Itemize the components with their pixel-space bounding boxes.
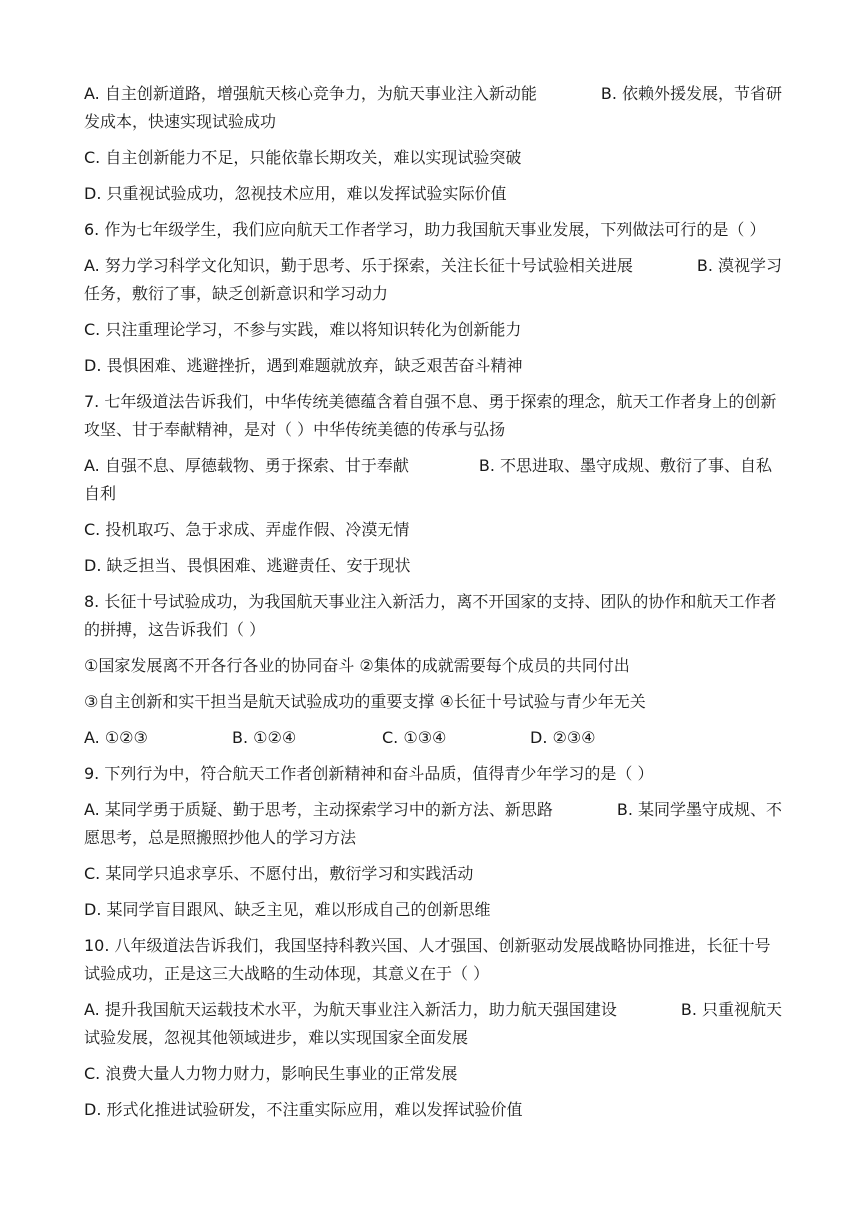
q9-options-ab	[84, 796, 784, 852]
q5-option-c: C. 自主创新能力不足，只能依靠长期攻关，难以实现试验突破	[84, 148, 522, 167]
q10-options-ab	[84, 996, 784, 1052]
q8-statements-1-2: ①国家发展离不开各行各业的协同奋斗 ②集体的成就需要每个成员的共同付出	[84, 656, 630, 675]
q6-option-d: D. 畏惧困难、逃避挫折，遇到难题就放弃，缺乏艰苦奋斗精神	[84, 356, 523, 375]
q5-option-a: A. 自主创新道路，增强航天核心竞争力，为航天事业注入新动能	[84, 84, 537, 103]
q5-options-ab	[84, 80, 784, 136]
q5-option-d: D. 只重视试验成功，忽视技术应用，难以发挥试验实际价值	[84, 184, 507, 203]
q6-options-ab	[84, 252, 784, 308]
q10-option-d: D. 形式化推进试验研发，不注重实际应用，难以发挥试验价值	[84, 1100, 523, 1119]
q10-option-c: C. 浪费大量人力物力财力，影响民生事业的正常发展	[84, 1064, 458, 1083]
q7-option-c: C. 投机取巧、急于求成、弄虚作假、冷漠无情	[84, 520, 410, 539]
document-body	[84, 80, 784, 1124]
q6-option-a: A. 努力学习科学文化知识，勤于思考、乐于探索，关注长征十号试验相关进展	[84, 256, 633, 275]
q9-stem: 9. 下列行为中，符合航天工作者创新精神和奋斗品质，值得青少年学习的是（ ）	[84, 764, 654, 783]
q8-option-b: B. ①②④	[232, 728, 297, 747]
q8-options	[84, 724, 784, 752]
q7-option-b: B. 不思进取、墨守成规、敷衍了事、自私自利	[84, 456, 772, 503]
q9-option-c: C. 某同学只追求享乐、不愿付出，敷衍学习和实践活动	[84, 864, 474, 883]
q8-statements-3-4: ③自主创新和实干担当是航天试验成功的重要支撑 ④长征十号试验与青少年无关	[84, 692, 646, 711]
q7-stem: 7. 七年级道法告诉我们，中华传统美德蕴含着自强不息、勇于探索的理念，航天工作者身上的创新攻坚、甘于奉献精神，是对（ ）中华传统美德的传承与弘扬	[84, 392, 777, 439]
q10-stem: 10. 八年级道法告诉我们，我国坚持科教兴国、人才强国、创新驱动发展战略协同推进，长征十号试验成功，正是这三大战略的生动体现，其意义在于（ ）	[84, 936, 771, 983]
q6-option-c: C. 只注重理论学习，不参与实践，难以将知识转化为创新能力	[84, 320, 522, 339]
q7-option-a: A. 自强不息、厚德载物、勇于探索、甘于奉献	[84, 456, 409, 475]
q5-option-b: B. 依赖外援发展，节省研发成本，快速实现试验成功	[84, 84, 782, 131]
q6-stem: 6. 作为七年级学生，我们应向航天工作者学习，助力我国航天事业发展，下列做法可行的是（ ）	[84, 220, 766, 239]
q8-option-c: C. ①③④	[382, 728, 447, 747]
q9-option-b: B. 某同学墨守成规、不愿思考，总是照搬照抄他人的学习方法	[84, 800, 782, 847]
q10-option-b: B. 只重视航天试验发展，忽视其他领域进步，难以实现国家全面发展	[84, 1000, 782, 1047]
q6-option-b: B. 漠视学习任务，敷衍了事，缺乏创新意识和学习动力	[84, 256, 782, 303]
q8-option-a: A. ①②③	[84, 728, 148, 747]
q7-option-d: D. 缺乏担当、畏惧困难、逃避责任、安于现状	[84, 556, 411, 575]
q7-options-ab	[84, 452, 784, 508]
q9-option-d: D. 某同学盲目跟风、缺乏主见，难以形成自己的创新思维	[84, 900, 491, 919]
q9-option-a: A. 某同学勇于质疑、勤于思考，主动探索学习中的新方法、新思路	[84, 800, 553, 819]
q8-option-d: D. ②③④	[530, 728, 596, 747]
q8-stem: 8. 长征十号试验成功，为我国航天事业注入新活力，离不开国家的支持、团队的协作和航天工作者的拼搏，这告诉我们（ ）	[84, 592, 777, 639]
q10-option-a: A. 提升我国航天运载技术水平，为航天事业注入新活力，助力航天强国建设	[84, 1000, 617, 1019]
